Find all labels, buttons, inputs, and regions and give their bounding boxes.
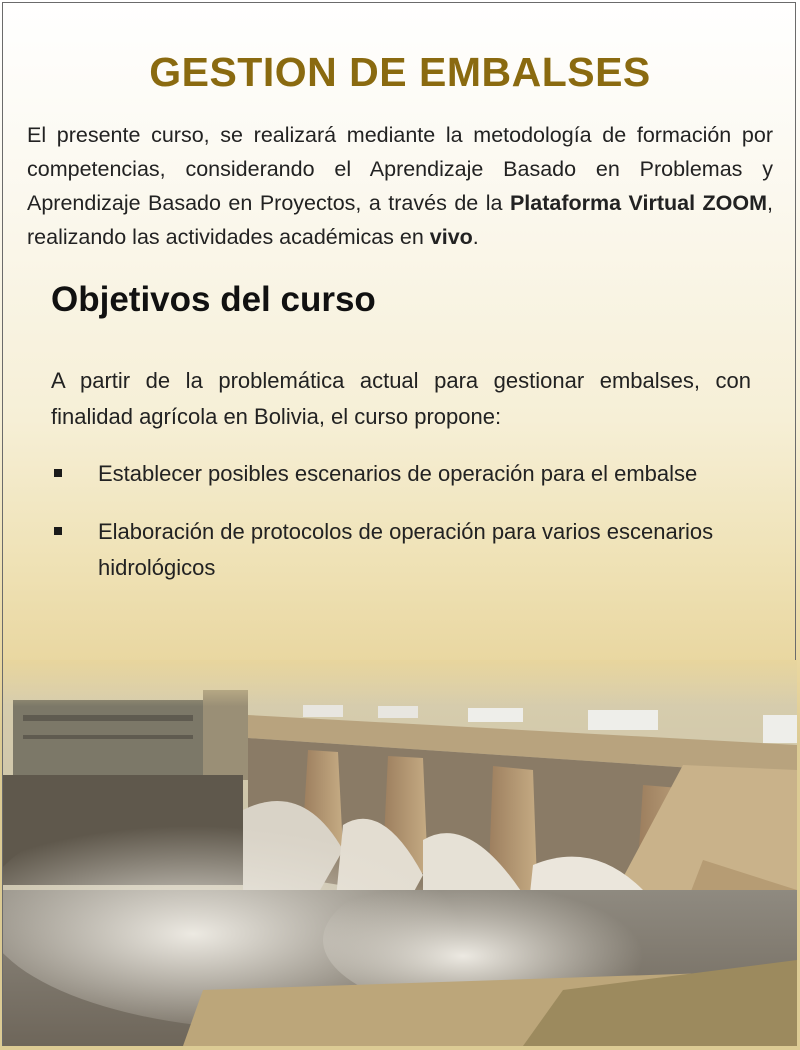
intro-bold-platform: Plataforma Virtual ZOOM [509,191,768,215]
list-item [51,514,751,586]
intro-bold-live: vivo [429,225,473,249]
intro-text-3: . [472,225,479,249]
page-title: GESTION DE EMBALSES [149,49,651,96]
objective-item-text: Establecer posibles escenarios de operación para el embalse [98,461,698,486]
list-item [51,456,751,492]
intro-paragraph [27,118,773,254]
objectives-heading: Objetivos del curso [51,280,376,319]
objectives-description: A partir de la problemática actual para gestionar embalses, con finalidad agrícola en Bolivia, el curso propone: [51,368,751,429]
intro-text-2: , realizando las actividades académicas en [27,191,774,249]
objective-item-text: Elaboración de protocolos de operación para varios escenarios hidrológicos [98,519,714,580]
square-bullet-icon [54,527,62,535]
dam-spillway-photo [3,660,797,1046]
square-bullet-icon [54,469,62,477]
intro-text-1: El presente curso, se realizará mediante la metodología de formación por competencias, considerando el Aprendizaje Basado en Problemas y Aprendizaje Basado en Proyectos, a través de la [27,123,773,215]
objectives-list [51,456,751,608]
